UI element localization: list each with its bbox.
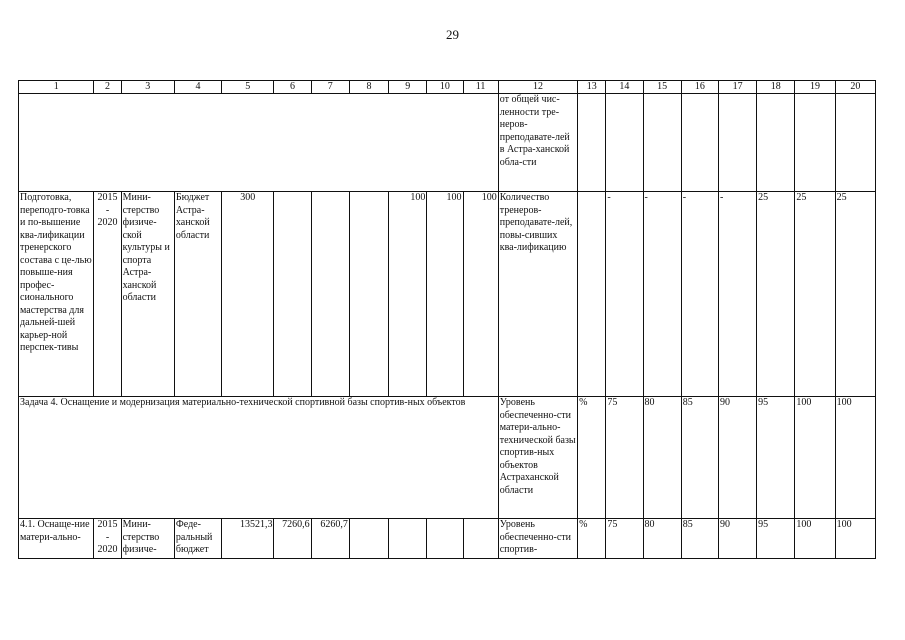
table-row-continuation bbox=[19, 94, 876, 192]
year-dash: - bbox=[105, 531, 110, 543]
page-number: 29 bbox=[446, 27, 459, 42]
header-cell: 18 bbox=[757, 81, 795, 94]
year-start: 2015 bbox=[97, 519, 118, 530]
target-cell: 80 bbox=[643, 519, 681, 559]
funding-source-cell: Бюджет Астра-ханской области bbox=[174, 192, 221, 397]
value-cell bbox=[463, 519, 498, 559]
target-cell: 25 bbox=[835, 192, 875, 397]
header-cell: 3 bbox=[121, 81, 174, 94]
program-table bbox=[18, 80, 876, 559]
header-cell: 17 bbox=[718, 81, 756, 94]
target-cell: 100 bbox=[835, 519, 875, 559]
value-cell bbox=[311, 192, 349, 397]
target-cell: 90 bbox=[718, 519, 756, 559]
executor-cell: Мини-стерство физиче-ской культуры и спорта Астра-ханской области bbox=[121, 192, 174, 397]
value-cell bbox=[349, 519, 388, 559]
year-dash: - bbox=[105, 204, 110, 216]
header-cell: 8 bbox=[349, 81, 388, 94]
header-cell: 4 bbox=[174, 81, 221, 94]
target-cell: 25 bbox=[795, 192, 835, 397]
year-end: 2020 bbox=[97, 217, 118, 228]
header-cell: 6 bbox=[274, 81, 311, 94]
value-cell bbox=[389, 519, 427, 559]
period-cell bbox=[94, 519, 121, 559]
empty-cell bbox=[835, 94, 875, 192]
header-cell: 9 bbox=[389, 81, 427, 94]
target-cell: - bbox=[606, 192, 643, 397]
target-cell: 80 bbox=[643, 397, 681, 519]
empty-cell bbox=[606, 94, 643, 192]
total-cell: 13521,3 bbox=[222, 519, 274, 559]
target-cell: 100 bbox=[835, 397, 875, 519]
target-cell: 90 bbox=[718, 397, 756, 519]
year-end: 2020 bbox=[97, 544, 118, 555]
header-cell: 13 bbox=[578, 81, 606, 94]
period-cell bbox=[94, 192, 121, 397]
table-row-task-4 bbox=[19, 397, 876, 519]
value-cell: 100 bbox=[463, 192, 498, 397]
target-cell: 85 bbox=[681, 397, 718, 519]
task-title-cell: Задача 4. Оснащение и модернизация материально-технической спортивной базы спортив-ных объектов bbox=[19, 397, 499, 519]
activity-name-cell: 4.1. Оснаще-ние матери-ально- bbox=[19, 519, 94, 559]
year-start: 2015 bbox=[97, 192, 118, 203]
empty-cell bbox=[681, 94, 718, 192]
header-cell: 11 bbox=[463, 81, 498, 94]
value-cell bbox=[274, 192, 311, 397]
target-cell: 75 bbox=[606, 519, 643, 559]
target-cell: 85 bbox=[681, 519, 718, 559]
executor-cell: Мини-стерство физиче- bbox=[121, 519, 174, 559]
header-cell: 20 bbox=[835, 81, 875, 94]
activity-name-cell: Подготовка, переподго-товка и по-вышение ква-лификации тренерского состава с це-лью повыше-ния профес-сионального мастерства для дальней-шей карьер-ной перспек-тивы bbox=[19, 192, 94, 397]
empty-cell bbox=[578, 94, 606, 192]
header-cell: 12 bbox=[498, 81, 577, 94]
header-cell: 2 bbox=[94, 81, 121, 94]
header-cell: 14 bbox=[606, 81, 643, 94]
unit-cell: % bbox=[578, 397, 606, 519]
empty-cell bbox=[643, 94, 681, 192]
unit-cell bbox=[578, 192, 606, 397]
indicator-cell: Уровень обеспеченно-сти спортив- bbox=[498, 519, 577, 559]
target-cell: 95 bbox=[757, 519, 795, 559]
table-row-4-1 bbox=[19, 519, 876, 559]
unit-cell: % bbox=[578, 519, 606, 559]
total-cell: 300 bbox=[222, 192, 274, 397]
header-cell: 1 bbox=[19, 81, 94, 94]
indicator-cell: Количество тренеров-преподавате-лей, повы-сивших ква-лификацию bbox=[498, 192, 577, 397]
header-cell: 10 bbox=[427, 81, 463, 94]
value-cell: 100 bbox=[389, 192, 427, 397]
funding-source-cell: Феде-ральный бюджет bbox=[174, 519, 221, 559]
header-cell: 7 bbox=[311, 81, 349, 94]
column-number-row bbox=[19, 81, 876, 94]
empty-merged-cell bbox=[19, 94, 499, 192]
value-cell: 100 bbox=[427, 192, 463, 397]
header-cell: 5 bbox=[222, 81, 274, 94]
target-cell: - bbox=[681, 192, 718, 397]
target-cell: 75 bbox=[606, 397, 643, 519]
header-cell: 19 bbox=[795, 81, 835, 94]
target-cell: 100 bbox=[795, 397, 835, 519]
indicator-cell: Уровень обеспеченно-сти матери-ально-технической базы спортив-ных объектов Астраханской области bbox=[498, 397, 577, 519]
target-cell: - bbox=[643, 192, 681, 397]
target-cell: - bbox=[718, 192, 756, 397]
target-cell: 95 bbox=[757, 397, 795, 519]
value-cell bbox=[349, 192, 388, 397]
empty-cell bbox=[757, 94, 795, 192]
indicator-cell: от общей чис-ленности тре-неров-преподавате-лей в Астра-ханской обла-сти bbox=[498, 94, 577, 192]
target-cell: 100 bbox=[795, 519, 835, 559]
value-cell: 6260,7 bbox=[311, 519, 349, 559]
table-row-training bbox=[19, 192, 876, 397]
target-cell: 25 bbox=[757, 192, 795, 397]
empty-cell bbox=[718, 94, 756, 192]
header-cell: 16 bbox=[681, 81, 718, 94]
value-cell bbox=[427, 519, 463, 559]
header-cell: 15 bbox=[643, 81, 681, 94]
value-cell: 7260,6 bbox=[274, 519, 311, 559]
empty-cell bbox=[795, 94, 835, 192]
